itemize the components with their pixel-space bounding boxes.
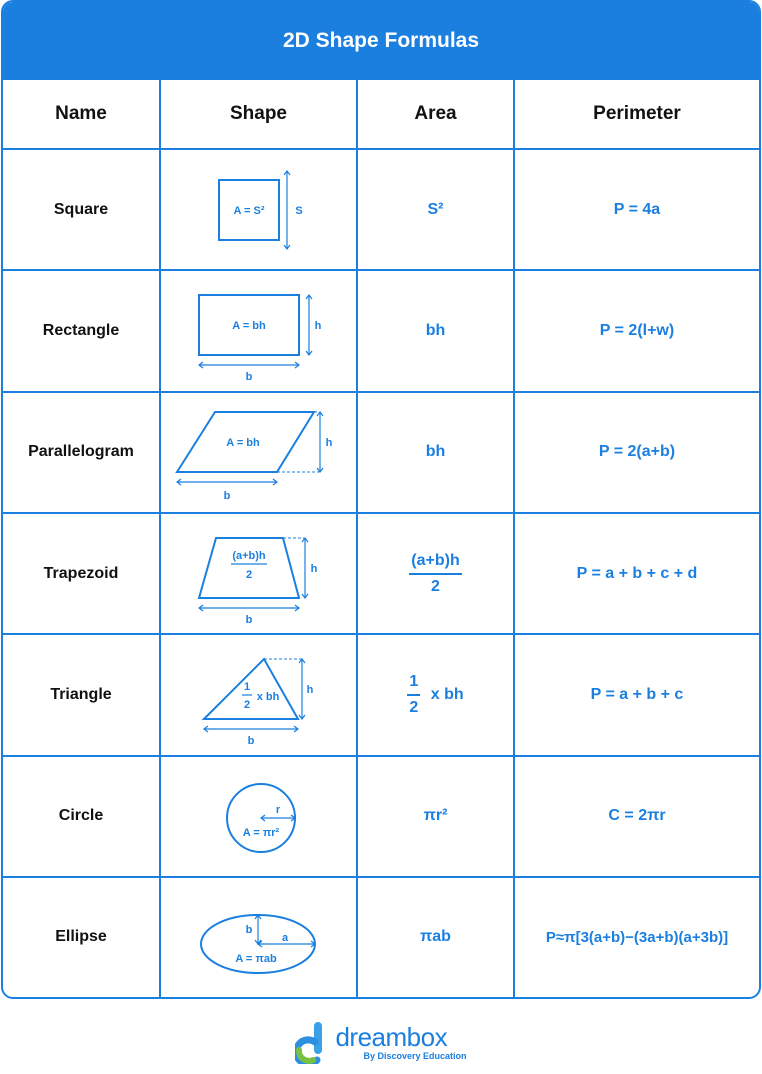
area-formula: S² <box>357 149 514 270</box>
shape-name: Triangle <box>3 634 160 755</box>
rectangle-base-label: b <box>245 370 252 381</box>
square-side-label: S <box>294 204 303 217</box>
logo-text <box>335 1023 466 1061</box>
rectangle-diagram <box>179 281 339 381</box>
formula-card <box>1 0 761 999</box>
fraction-numerator: 1 <box>407 673 420 696</box>
shape-cell <box>160 877 357 997</box>
area-formula: πr² <box>357 756 514 877</box>
triangle-area-numerator: 1 <box>243 680 250 693</box>
perimeter-formula: P = 2(l+w) <box>514 270 759 391</box>
table-row <box>3 634 759 755</box>
area-fraction <box>409 552 461 596</box>
parallelogram-height-label: h <box>325 437 332 450</box>
shape-name: Square <box>3 149 160 270</box>
trapezoid-area-numerator: (a+b)h <box>231 549 266 562</box>
shape-cell <box>160 270 357 391</box>
header-row <box>3 80 759 149</box>
shape-cell <box>160 634 357 755</box>
shape-name: Rectangle <box>3 270 160 391</box>
area-fraction <box>407 673 420 717</box>
header-name: Name <box>3 80 160 149</box>
ellipse-diagram <box>179 887 339 987</box>
triangle-height-label: h <box>306 683 313 696</box>
circle-diagram <box>189 766 329 866</box>
shape-cell <box>160 513 357 634</box>
area-formula <box>357 513 514 634</box>
parallelogram-base-label: b <box>223 490 230 503</box>
brand-logo <box>295 1020 466 1064</box>
shape-name: Parallelogram <box>3 392 160 513</box>
brand-tagline: By Discovery Education <box>363 1051 467 1061</box>
shape-name: Trapezoid <box>3 513 160 634</box>
header-perimeter: Perimeter <box>514 80 759 149</box>
perimeter-formula: P = a + b + c <box>514 634 759 755</box>
perimeter-formula: P = 2(a+b) <box>514 392 759 513</box>
brand-name: dreambox <box>335 1022 448 1052</box>
table-row <box>3 392 759 513</box>
shape-cell <box>160 149 357 270</box>
area-rest: x bh <box>430 686 464 704</box>
triangle-area-denominator: 2 <box>243 698 250 711</box>
fraction-denominator: 2 <box>409 698 419 716</box>
rectangle-height-label: h <box>314 319 321 332</box>
shape-name: Ellipse <box>3 877 160 997</box>
perimeter-formula: P = 4a <box>514 149 759 270</box>
ellipse-semi-minor-label: b <box>245 924 252 937</box>
table-row <box>3 513 759 634</box>
square-area-label: A = S² <box>232 204 265 217</box>
shape-cell <box>160 392 357 513</box>
table-row <box>3 877 759 997</box>
header-area: Area <box>357 80 514 149</box>
table-row <box>3 149 759 270</box>
area-formula: πab <box>357 877 514 997</box>
parallelogram-diagram <box>169 402 349 502</box>
square-diagram <box>189 160 329 260</box>
footer <box>0 1010 762 1074</box>
page-title: 2D Shape Formulas <box>3 2 759 80</box>
perimeter-formula: P≈π[3(a+b)−(3a+b)(a+3b)] <box>514 877 759 997</box>
circle-radius-label: r <box>275 804 280 817</box>
trapezoid-height-label: h <box>310 562 317 575</box>
area-formula <box>357 634 514 755</box>
rectangle-area-label: A = bh <box>231 319 266 332</box>
perimeter-formula: C = 2πr <box>514 756 759 877</box>
formula-table <box>3 80 759 997</box>
trapezoid-diagram <box>179 524 339 624</box>
ellipse-area-label: A = πab <box>234 953 277 966</box>
ellipse-semi-major-label: a <box>281 932 288 945</box>
circle-area-label: A = πr² <box>242 827 279 840</box>
triangle-diagram <box>179 645 339 745</box>
shape-name: Circle <box>3 756 160 877</box>
perimeter-formula: P = a + b + c + d <box>514 513 759 634</box>
shape-cell <box>160 756 357 877</box>
header-shape: Shape <box>160 80 357 149</box>
triangle-base-label: b <box>247 734 254 745</box>
parallelogram-area-label: A = bh <box>225 437 260 450</box>
table-row <box>3 756 759 877</box>
area-formula: bh <box>357 270 514 391</box>
triangle-area-rest: x bh <box>256 690 279 703</box>
fraction-numerator: (a+b)h <box>409 552 461 575</box>
table-row <box>3 270 759 391</box>
trapezoid-area-denominator: 2 <box>245 568 252 581</box>
area-formula: bh <box>357 392 514 513</box>
trapezoid-base-label: b <box>245 613 252 624</box>
dreambox-logo-icon <box>295 1020 329 1064</box>
fraction-denominator: 2 <box>431 577 440 595</box>
